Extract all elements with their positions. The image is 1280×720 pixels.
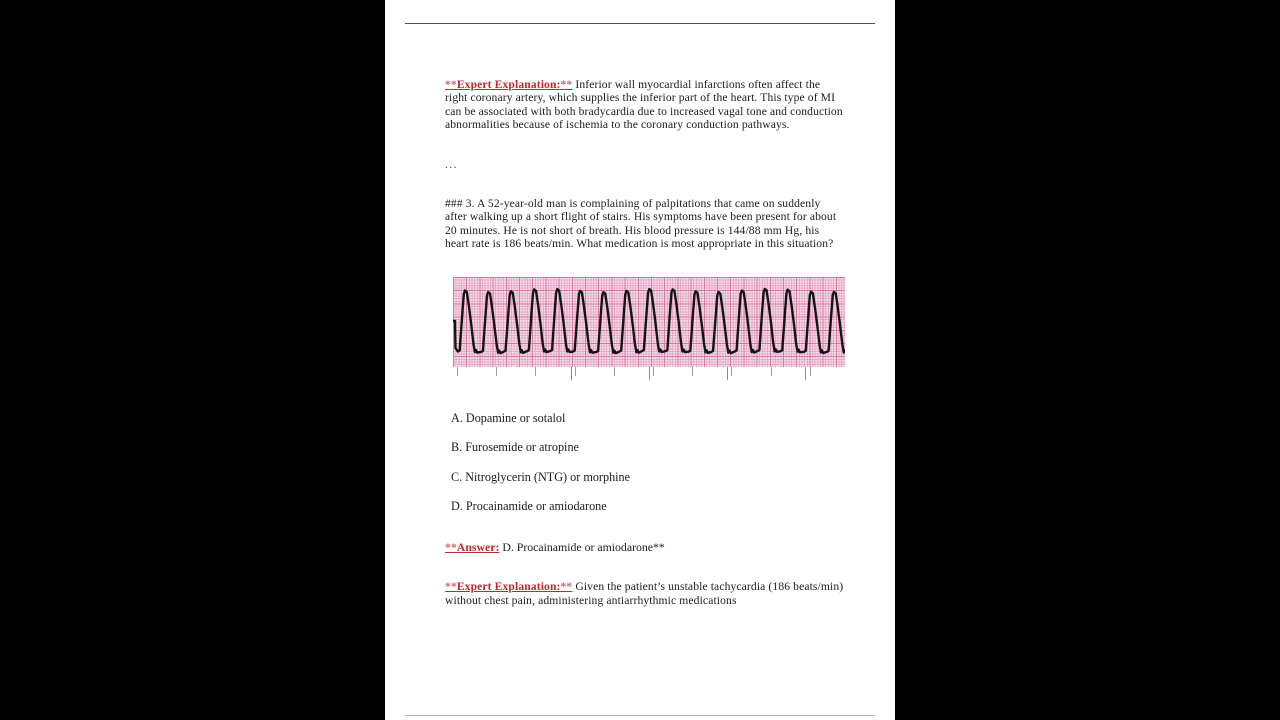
document-content: [445, 78, 845, 607]
markdown-asterisks-close-1: **: [560, 78, 573, 91]
markdown-asterisks-open-2: **: [445, 580, 457, 594]
ecg-rhythm-strip: [453, 277, 845, 367]
page-top-rule: [405, 23, 875, 24]
ecg-timing-tick: [575, 367, 576, 376]
expert-explanation-body-1: Inferior wall myocardial infarctions often affect the right coronary artery, which supplies the inferior part of the heart. This type of MI can be associated with both bradycardia due to increased vagal tone and conduction abnormalities because of ischemia to the coronary conduction pathways.: [445, 78, 843, 132]
question-text: ### 3. A 52-year-old man is complaining of palpitations that came on suddenly after walking up a short flight of stairs. His symptoms have been present for about 20 minutes. He is not short of breath. His blood pressure is 144/88 mm Hg, his heart rate is 186 beats/min. What medication is most appropriate in this situation?: [445, 197, 837, 251]
markdown-asterisks-open-1: **: [445, 78, 457, 91]
ecg-timing-tick: [771, 367, 772, 376]
ecg-timing-tick: [731, 367, 732, 376]
markdown-asterisks-close-2: **: [560, 580, 573, 594]
expert-explanation-label-2: Expert Explanation:: [456, 580, 561, 594]
page-bottom-rule: [405, 715, 875, 716]
ecg-timing-tick: [496, 367, 497, 376]
expert-explanation-paragraph-1: [445, 78, 845, 132]
answer-value: D. Procainamide or amiodarone**: [499, 540, 665, 555]
option-a[interactable]: A. Dopamine or sotalol: [451, 410, 566, 425]
section-separator-ellipsis: ...: [445, 157, 458, 171]
expert-explanation-label-1: Expert Explanation:: [456, 78, 561, 91]
expert-explanation-paragraph-2: [445, 580, 845, 607]
option-c[interactable]: C. Nitroglycerin (NTG) or morphine: [451, 469, 631, 484]
option-d[interactable]: D. Procainamide or amiodarone: [451, 499, 607, 514]
ecg-timing-tick: [535, 367, 536, 376]
ecg-tick-row: [453, 367, 845, 381]
ecg-figure: [453, 277, 845, 381]
ecg-timing-tick: [810, 367, 811, 376]
ecg-waveform-trace: [453, 277, 845, 367]
ecg-timing-tick-major: [805, 367, 806, 380]
expert-explanation-marker-1: [445, 78, 572, 91]
ecg-timing-tick-major: [571, 367, 572, 380]
ecg-timing-tick: [614, 367, 615, 376]
answer-line: [445, 540, 845, 554]
answer-options-list: [445, 411, 845, 515]
answer-label: Answer:: [456, 540, 500, 555]
expert-explanation-body-2: Given the patient’s unstable tachycardia (186 beats/min) without chest pain, administering antiarrhythmic medications: [445, 580, 844, 607]
expert-explanation-marker-2: [445, 580, 572, 593]
markdown-asterisks-open-answer: **: [445, 540, 457, 555]
answer-marker: [445, 540, 499, 554]
ecg-timing-tick: [692, 367, 693, 376]
ecg-timing-tick: [457, 367, 458, 376]
option-b[interactable]: B. Furosemide or atropine: [451, 440, 579, 455]
ecg-timing-tick: [653, 367, 654, 376]
ecg-timing-marks-row: [453, 367, 845, 381]
document-page: [385, 0, 895, 720]
ecg-timing-tick-major: [649, 367, 650, 380]
ecg-timing-tick-major: [727, 367, 728, 380]
